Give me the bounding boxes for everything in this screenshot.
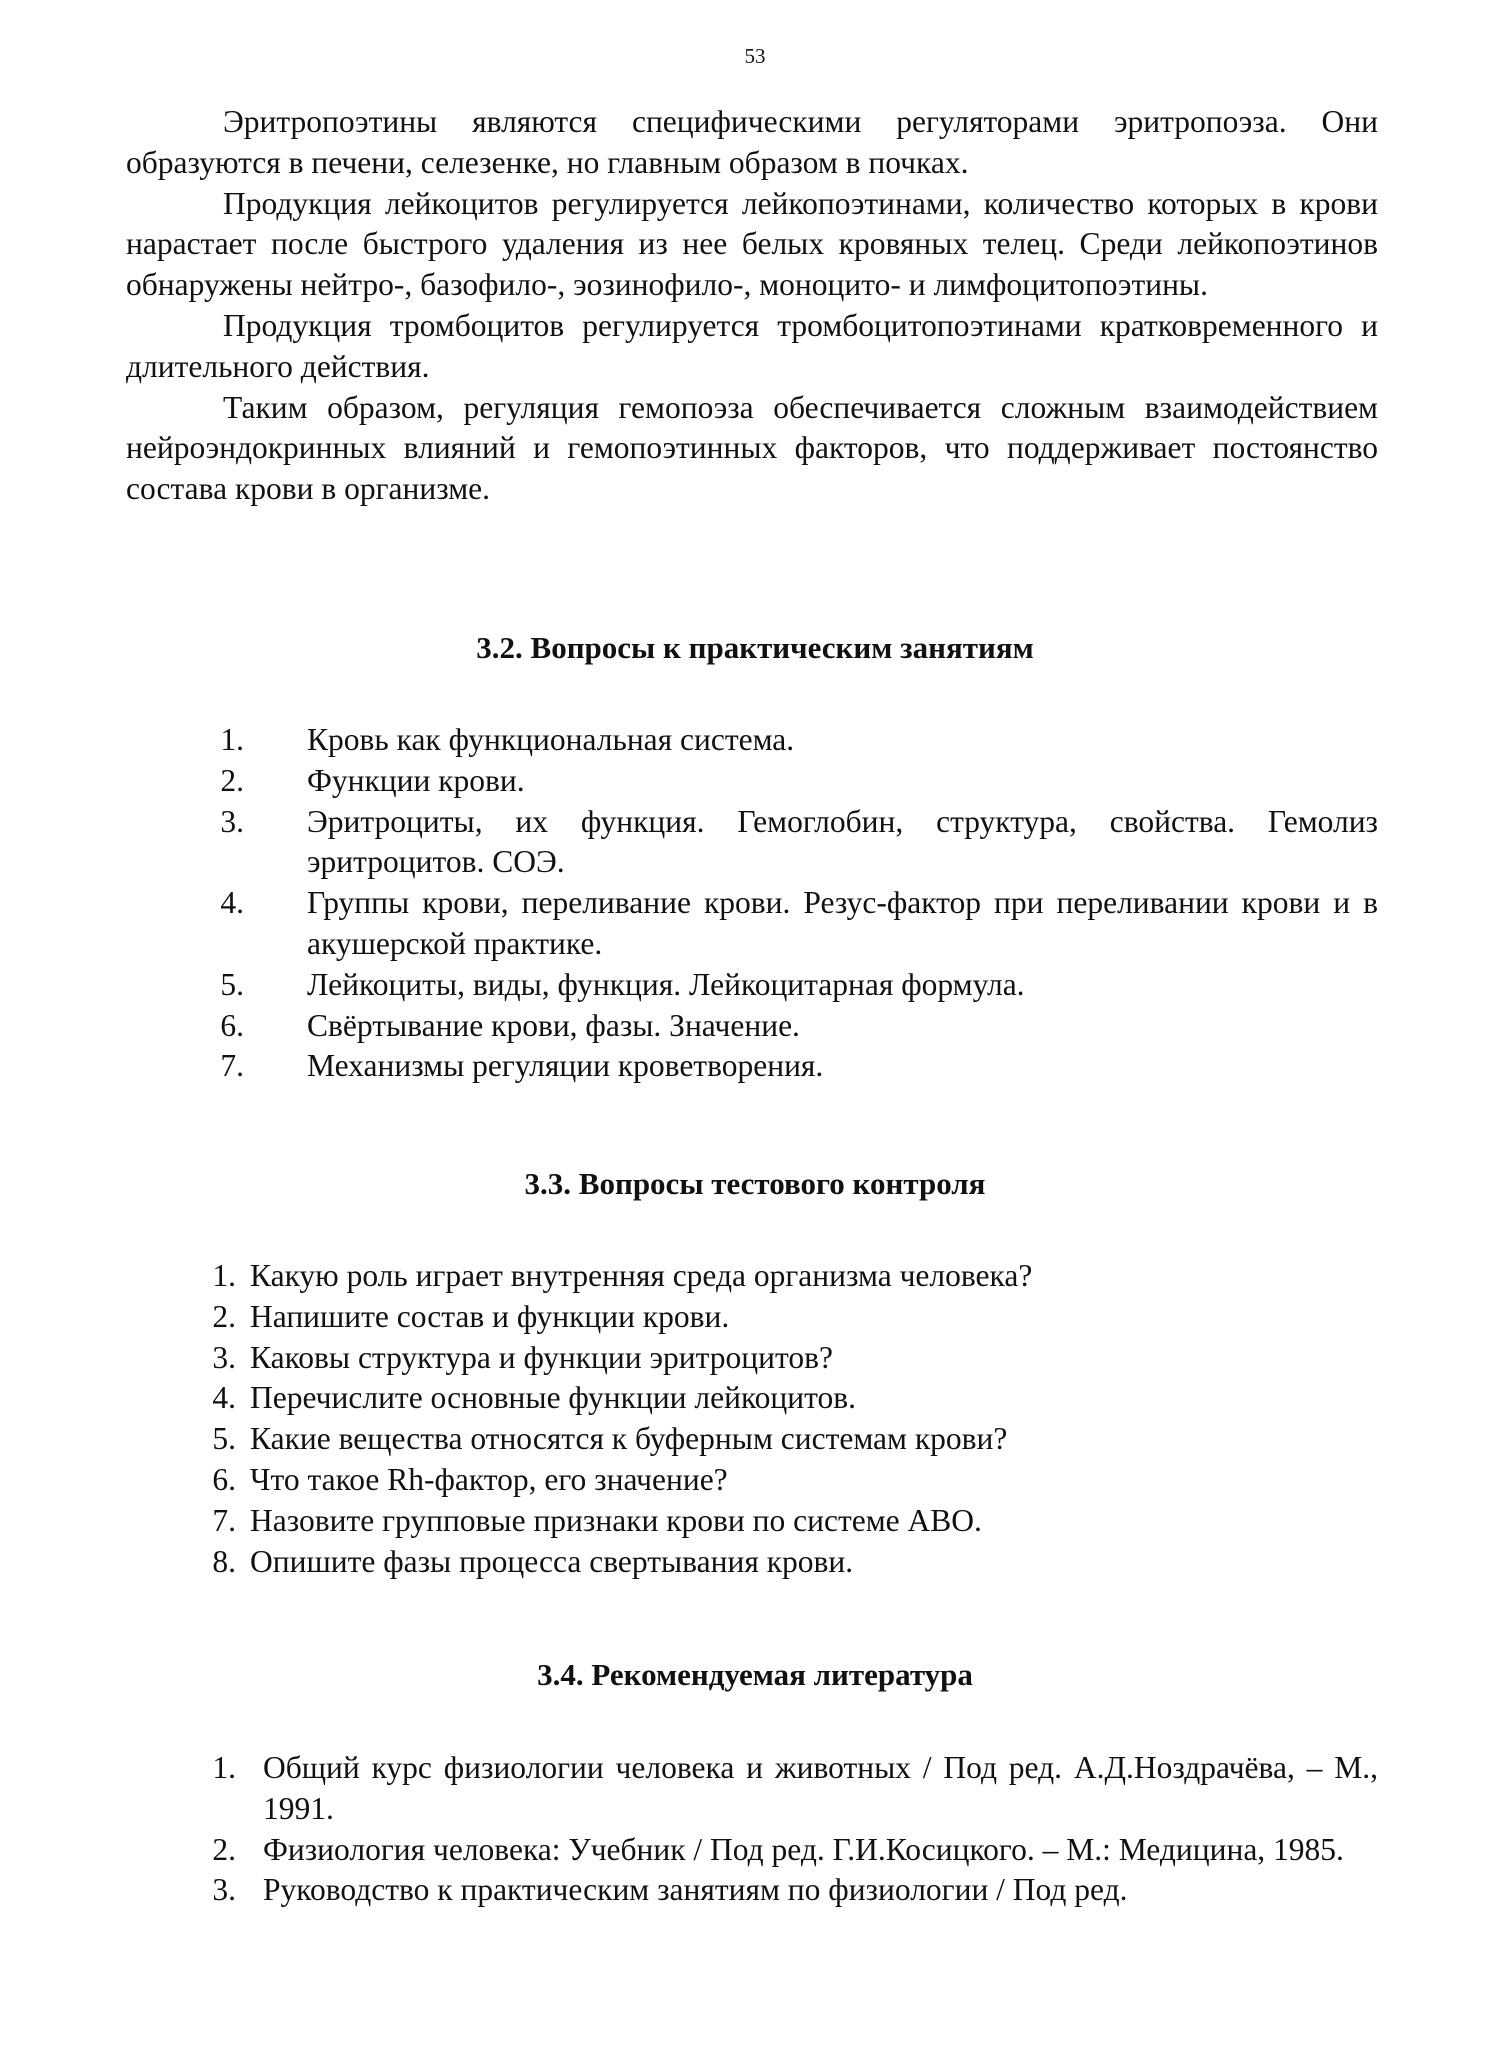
item-number: 6. [220,1007,244,1043]
list-item [126,761,1378,802]
item-number: 4. [212,1380,236,1416]
item-number: 6. [212,1461,236,1497]
list-item [126,1501,1378,1542]
paragraph: Продукция тромбоцитов регулируется тромбоцитопоэтинами кратковременного и длительного действия. [126,307,1378,384]
list-item [126,720,1378,761]
item-number: 7. [212,1502,236,1538]
item-text: Что такое Rh-фактор, его значение? [250,1461,728,1497]
item-number: 2. [220,762,244,798]
paragraph: Продукция лейкоцитов регулируется лейкопоэтинами, количество которых в крови нарастает после быстрого удаления из нее белых кровяных телец. Среди лейкопоэтинов обнаружены нейтро-, базофило-, эозинофило-, моноцито- и лимфоцитопоэтины. [126,185,1378,303]
list-item [126,1378,1378,1419]
item-number: 1. [212,1750,236,1785]
item-text: Эритроциты, их функция. Гемоглобин, структура, свойства. Гемолиз эритроцитов. СОЭ. [307,803,1378,880]
list-item [126,1338,1378,1379]
list-item [126,1046,1378,1087]
paragraph: Таким образом, регуляция гемопоэза обеспечивается сложным взаимодействием нейроэндокринных влияний и гемопоэтинных факторов, что поддерживает постоянство состава крови в организме. [126,389,1378,507]
item-text: Функции крови. [307,762,525,798]
test-questions-list [126,1256,1378,1582]
item-text: Физиология человека: Учебник / Под ред. Г.И.Косицкого. – М.: Медицина, 1985. [263,1831,1344,1867]
item-number: 3. [220,803,244,839]
list-item [126,1748,1378,1830]
item-number: 3. [212,1872,236,1908]
list-item [126,1542,1378,1583]
section-title-3-4: 3.4. Рекомендуемая литература [537,1657,973,1692]
page-number: 53 [744,44,766,68]
item-text: Напишите состав и функции крови. [250,1298,730,1334]
section-title-3-2: 3.2. Вопросы к практическим занятиям [476,630,1034,665]
item-text: Общий курс физиологии человека и животных / Под ред. А.Д.Ноздрачёва, – М., 1991. [263,1750,1378,1826]
item-number: 4. [220,885,244,921]
list-item [126,1460,1378,1501]
item-number: 5. [220,966,244,1002]
body-text [126,102,1378,510]
paragraph: Эритропоэтины являются специфическими регуляторами эритропоэза. Они образуются в печени, селезенке, но главным образом в почках. [126,104,1378,180]
list-item [126,1256,1378,1297]
item-number: 1. [220,722,244,757]
item-text: Руководство к практическим занятиям по физиологии / Под ред. [263,1872,1128,1908]
item-number: 7. [220,1048,244,1084]
list-item [126,1006,1378,1047]
item-text: Свёртывание крови, фазы. Значение. [307,1007,800,1043]
section-title-3-3: 3.3. Вопросы тестового контроля [524,1166,986,1201]
practical-questions-list [126,720,1378,1087]
item-text: Какую роль играет внутренняя среда организма человека? [250,1258,1033,1293]
item-number: 2. [212,1298,236,1334]
list-item [126,802,1378,884]
item-text: Группы крови, переливание крови. Резус-фактор при переливании крови и в акушерской практике. [307,885,1378,961]
list-item [126,1870,1378,1911]
literature-list [126,1748,1378,1911]
item-number: 5. [212,1421,236,1457]
item-number: 2. [212,1831,236,1867]
list-item [126,965,1378,1006]
item-text: Перечислите основные функции лейкоцитов. [250,1380,856,1416]
list-item [126,883,1378,965]
item-text: Назовите групповые признаки крови по системе АВО. [250,1502,982,1538]
list-item [126,1419,1378,1460]
item-text: Лейкоциты, виды, функция. Лейкоцитарная формула. [307,966,1025,1002]
list-item [126,1830,1378,1871]
item-text: Каковы структура и функции эритроцитов? [250,1339,833,1375]
item-text: Какие вещества относятся к буферным системам крови? [250,1421,1008,1457]
item-text: Кровь как функциональная система. [307,722,795,757]
item-text: Опишите фазы процесса свертывания крови. [250,1543,854,1579]
item-number: 1. [212,1258,236,1293]
item-text: Механизмы регуляции кроветворения. [307,1048,824,1084]
item-number: 8. [212,1543,236,1579]
list-item [126,1297,1378,1338]
item-number: 3. [212,1339,236,1375]
